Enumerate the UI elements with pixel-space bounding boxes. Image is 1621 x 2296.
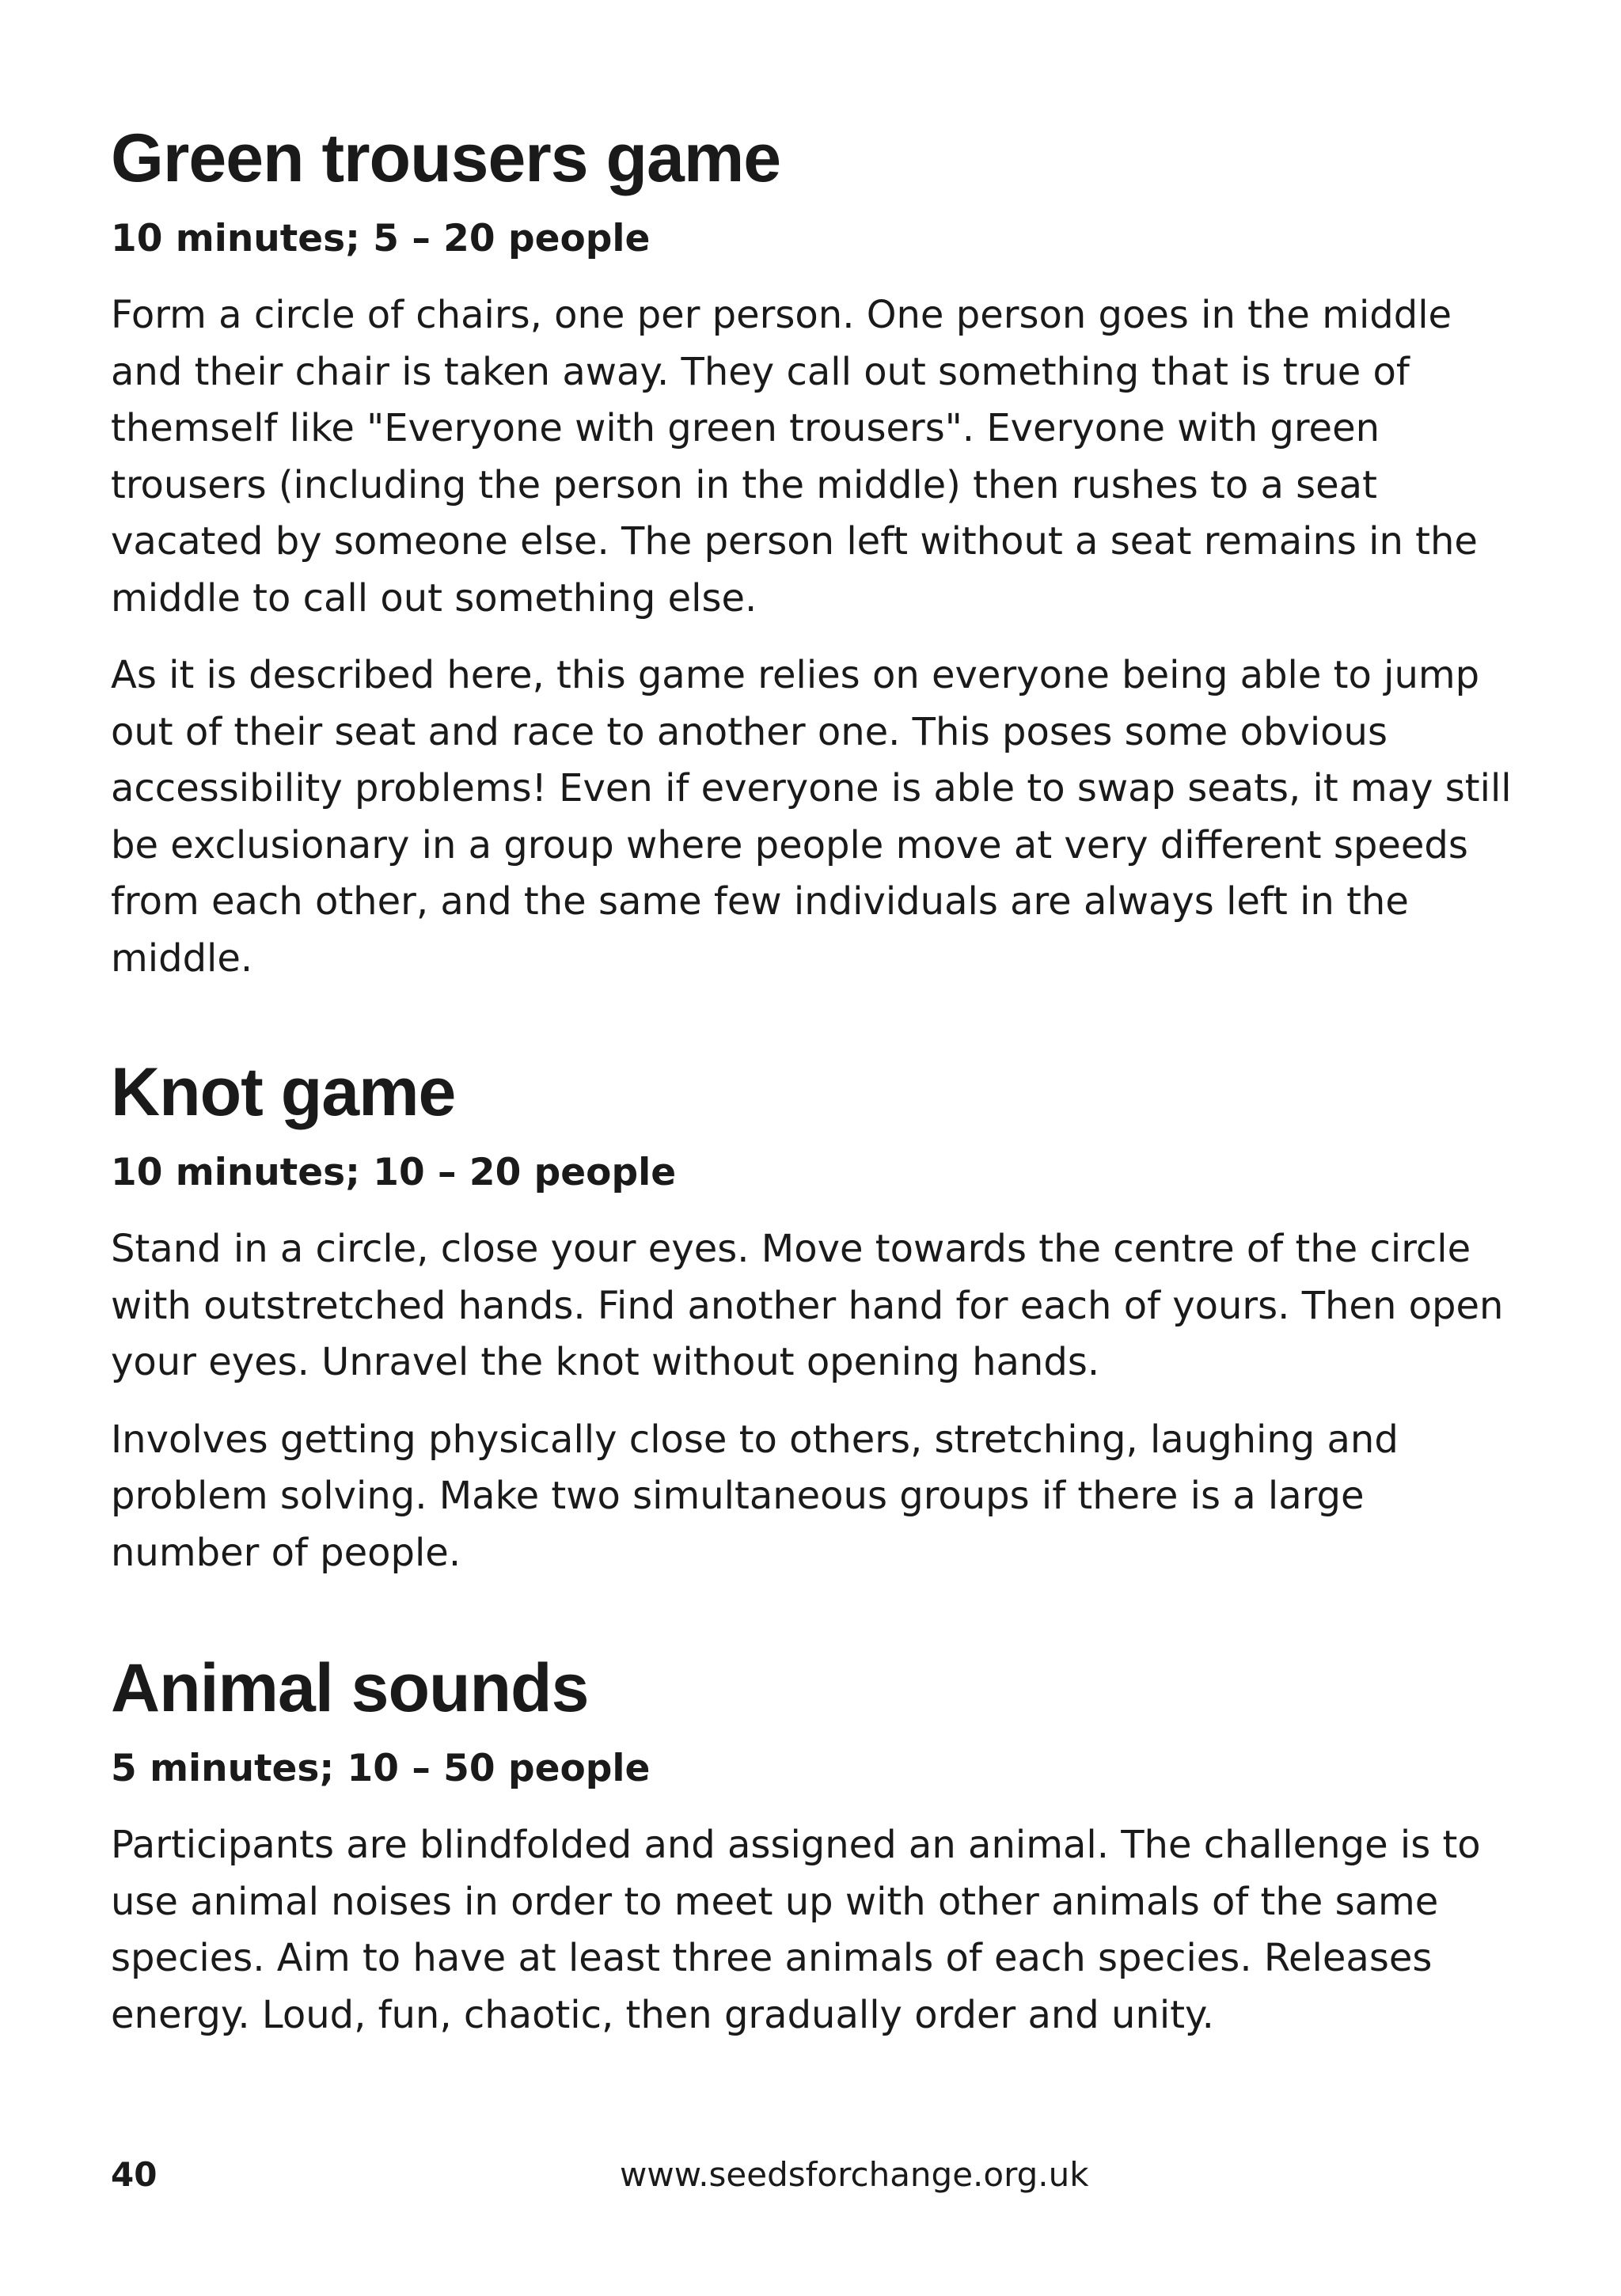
page-footer bbox=[111, 2151, 1520, 2199]
section-paragraph: Participants are blindfolded and assigned an animal. The challenge is to use animal noises in order to meet up with other animals of the same species. Aim to have at least three animals of each species. Releases energy. Loud, fun, chaotic, then gradually order and unity. bbox=[111, 1823, 1481, 2037]
section-meta: 10 minutes; 10 – 20 people bbox=[111, 1151, 677, 1194]
section-green-trousers-game bbox=[111, 115, 1520, 987]
website-link[interactable]: www.seedsforchange.org.uk bbox=[620, 2155, 1089, 2194]
section-paragraph: Involves getting physically close to others, stretching, laughing and problem solving. Make two simultaneous groups if there is a large number of people. bbox=[111, 1417, 1399, 1575]
section-knot-game bbox=[111, 1049, 1520, 1581]
section-paragraph: Form a circle of chairs, one per person. One person goes in the middle and their chair is taken away. They call out something that is true of themself like "Everyone with green trousers". Everyone with green trousers (including the person in the middle) then rushes to a seat vacated by someone else. The person left without a seat remains in the middle to call out something else. bbox=[111, 293, 1478, 620]
section-animal-sounds bbox=[111, 1645, 1520, 2044]
section-paragraph: As it is described here, this game relies on everyone being able to jump out of their seat and race to another one. This poses some obvious accessibility problems! Even if everyone is able to swap seats, it may still be exclusionary in a group where people move at very different speeds from each other, and the same few individuals are always left in the middle. bbox=[111, 653, 1512, 981]
section-title: Animal sounds bbox=[111, 1650, 589, 1726]
page-number: 40 bbox=[111, 2155, 158, 2194]
section-meta: 5 minutes; 10 – 50 people bbox=[111, 1747, 651, 1790]
section-title: Green trousers game bbox=[111, 120, 781, 196]
section-meta: 10 minutes; 5 – 20 people bbox=[111, 217, 651, 260]
section-paragraph: Stand in a circle, close your eyes. Move towards the centre of the circle with outstretched hands. Find another hand for each of yours. Then open your eyes. Unravel the knot without opening hands. bbox=[111, 1227, 1504, 1384]
section-title: Knot game bbox=[111, 1054, 456, 1130]
